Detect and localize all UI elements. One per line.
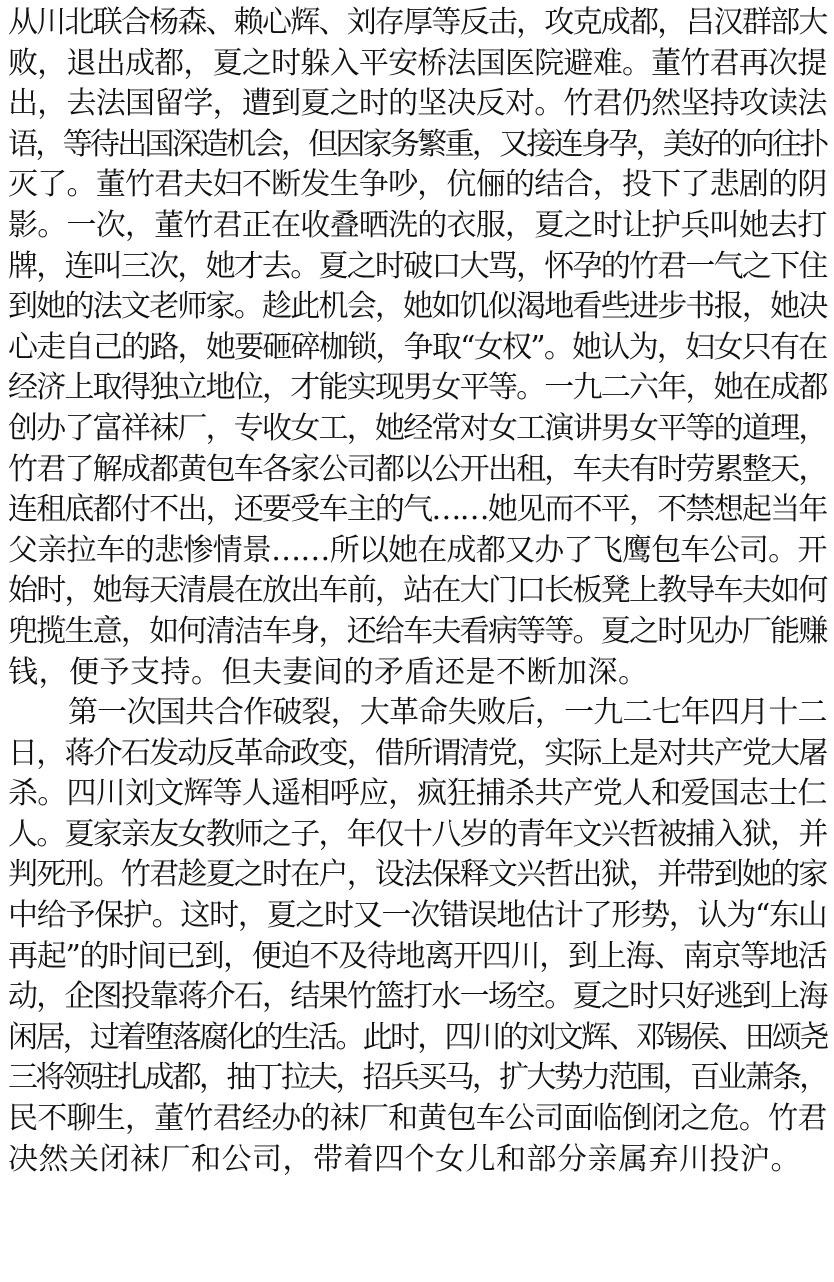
paragraph-2 (8, 693, 828, 1180)
text-line: 牌，连叫三次，她才去。夏之时破口大骂，怀孕的竹君一气之下住 (8, 248, 827, 284)
text-body (8, 3, 828, 1180)
text-line: 父亲拉车的悲惨情景……所以她在成都又办了飞鹰包车公司。开 (8, 532, 827, 568)
text-line: 兜揽生意，如何清洁车身，还给车夫看病等等。夏之时见办厂能赚 (8, 613, 827, 649)
text-line: 连租底都付不出，还要受车主的气……她见而不平，不禁想起当年 (8, 492, 827, 528)
text-line: 第一次国共合作破裂，大革命失败后，一九二七年四月十二 (68, 695, 827, 731)
text-line: 出，去法国留学，遭到夏之时的坚决反对。竹君仍然坚持攻读法 (8, 86, 827, 122)
text-line: 心走自己的路，她要砸碎枷锁，争取“女权”。她认为，妇女只有在 (8, 329, 827, 365)
text-line: 语，等待出国深造机会，但因家务繁重，又接连身孕，美好的向往扑 (8, 126, 827, 162)
text-line: 人。夏家亲友女教师之子，年仅十八岁的青年文兴哲被捕入狱，并 (8, 816, 827, 852)
text-line: 民不聊生，董竹君经办的袜厂和黄包车公司面临倒闭之危。竹君 (8, 1101, 827, 1137)
text-line: 从川北联合杨森、赖心辉、刘存厚等反击，攻克成都，吕汉群部大 (8, 5, 827, 40)
text-line: 竹君了解成都黄包车各家公司都以公开出租，车夫有时劳累整天， (8, 451, 827, 487)
text-line: 到她的法文老师家。趁此机会，她如饥似渴地看些进步书报，她决 (8, 289, 827, 325)
text-line: 始时，她每天清晨在放出车前，站在大门口长板凳上教导车夫如何 (8, 573, 827, 609)
text-line: 动，企图投靠蒋介石，结果竹篮打水一场空。夏之时只好逃到上海 (8, 979, 827, 1015)
text-line: 中给予保护。这时，夏之时又一次错误地估计了形势，认为“东山 (8, 898, 827, 934)
text-line: 灭了。董竹君夫妇不断发生争吵，伉俪的结合，投下了悲剧的阴 (8, 167, 827, 203)
text-line: 杀。四川刘文辉等人遥相呼应，疯狂捕杀共产党人和爱国志士仁 (8, 776, 827, 812)
text-line: 日，蒋介石发动反革命政变，借所谓清党，实际上是对共产党大屠 (8, 735, 827, 771)
text-line: 决然关闭袜厂和公司，带着四个女儿和部分亲属弃川投沪。 (8, 1141, 801, 1177)
text-line: 再起”的时间已到，便迫不及待地离开四川，到上海、南京等地活 (8, 938, 827, 974)
text-line: 影。一次，董竹君正在收叠晒洗的衣服，夏之时让护兵叫她去打 (8, 207, 827, 243)
paragraph-1 (8, 3, 828, 693)
text-line: 经济上取得独立地位，才能实现男女平等。一九二六年，她在成都 (8, 370, 827, 406)
text-line: 三将领驻扎成都，抽丁拉夫，招兵买马，扩大势力范围，百业萧条， (8, 1060, 827, 1096)
text-line: 创办了富祥袜厂，专收女工，她经常对女工演讲男女平等的道理， (8, 410, 827, 446)
text-line: 钱，便予支持。但夫妻间的矛盾还是不断加深。 (8, 654, 649, 690)
text-line: 败，退出成都，夏之时躲入平安桥法国医院避难。董竹君再次提 (8, 45, 827, 81)
text-line: 闲居，过着堕落腐化的生活。此时，四川的刘文辉、邓锡侯、田颂尧 (8, 1019, 827, 1055)
text-line: 判死刑。竹君趁夏之时在户，设法保释文兴哲出狱，并带到她的家 (8, 857, 827, 893)
